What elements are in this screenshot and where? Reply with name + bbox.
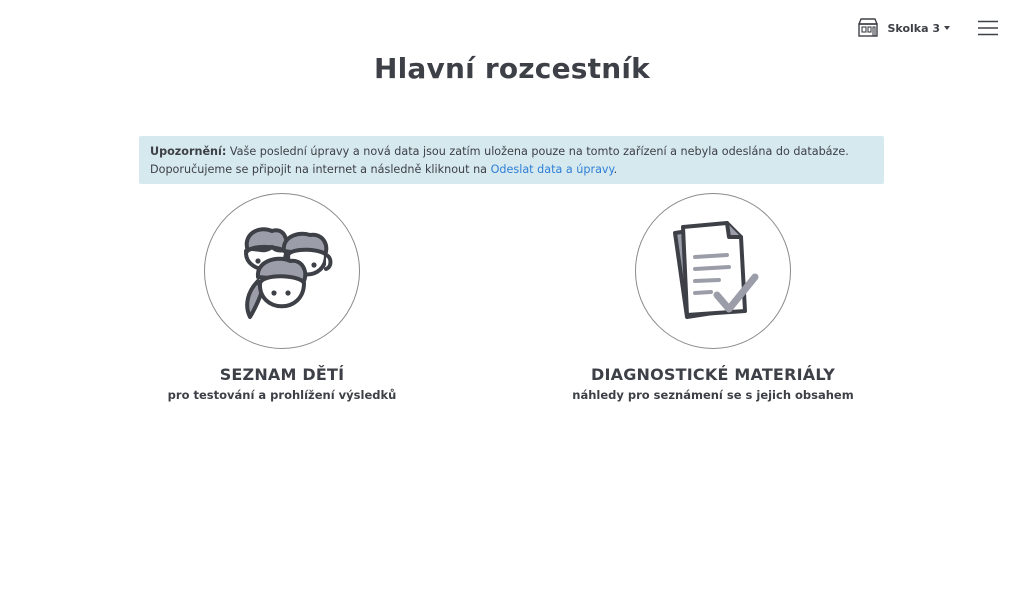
documents-check-icon xyxy=(665,219,761,323)
alert-label: Upozornění: xyxy=(150,145,227,158)
school-name-label: Skolka 3 xyxy=(887,21,940,35)
alert-text-end: . xyxy=(613,163,618,176)
school-selector[interactable] xyxy=(888,22,951,35)
diagnostic-materials-card[interactable] xyxy=(563,193,863,402)
offline-warning-alert xyxy=(139,136,884,184)
page-title: Hlavní rozcestník xyxy=(374,52,650,85)
children-list-subtitle: pro testování a prohlížení výsledků xyxy=(167,388,397,402)
children-list-title: SEZNAM DĚTÍ xyxy=(219,365,345,384)
diagnostic-materials-subtitle: náhledy pro seznámení se s jejich obsahem xyxy=(572,388,854,402)
alert-text-line-1: Vaše poslední úpravy a nová data jsou zatím uložena pouze na tomto zařízení a nebyla odeslána do databáze. xyxy=(226,145,849,158)
alert-text-line-2: Doporučujeme se připojit na internet a následně kliknout na xyxy=(150,163,491,176)
diagnostic-materials-title: DIAGNOSTICKÉ MATERIÁLY xyxy=(590,365,836,384)
caret-down-icon xyxy=(944,26,950,30)
send-data-link[interactable]: Odeslat data a úpravy xyxy=(490,163,614,176)
children-faces-icon xyxy=(228,221,336,321)
top-bar xyxy=(857,16,999,40)
hamburger-menu-icon[interactable] xyxy=(978,20,998,36)
diagnostic-materials-circle xyxy=(635,193,791,349)
alert-line-2 xyxy=(150,161,873,179)
children-list-card[interactable] xyxy=(132,193,432,402)
alert-line-1 xyxy=(150,143,873,161)
school-building-icon xyxy=(857,18,879,38)
children-list-circle xyxy=(204,193,360,349)
